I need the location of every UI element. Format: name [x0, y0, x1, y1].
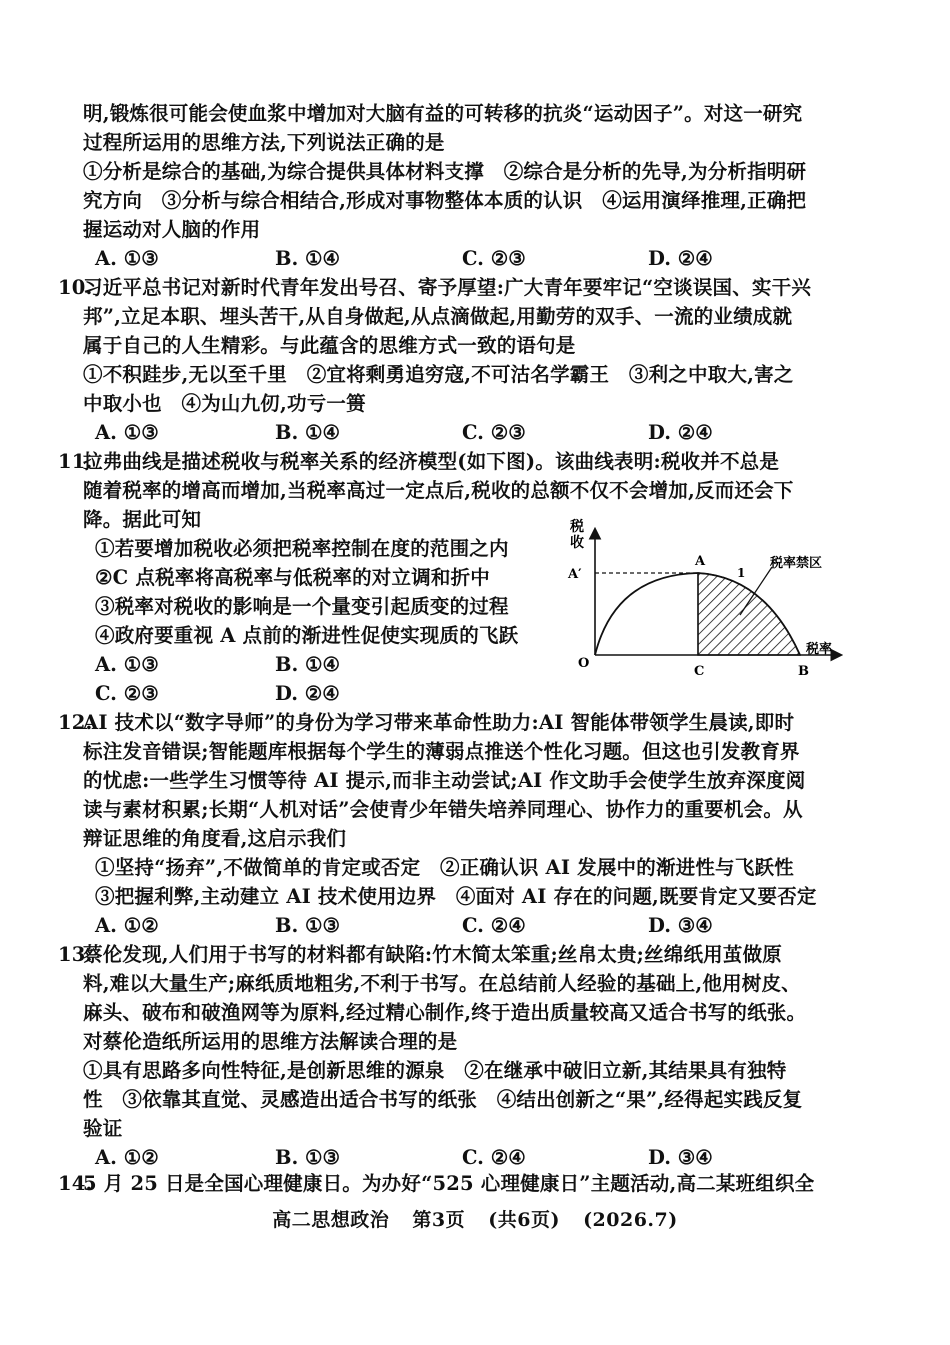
option-c[interactable]: C. ②④ [462, 914, 526, 937]
q9-line-2: 过程所运用的思维方法,下列说法正确的是 [83, 131, 445, 154]
q14-line-1: 5 月 25 日是全国心理健康日。为办好“525 心理健康日”主题活动,高二某班组织全 [83, 1172, 815, 1195]
option-b[interactable]: B. ①④ [275, 247, 341, 270]
option-a[interactable]: A. ①③ [95, 653, 159, 676]
q12-line-3: 的忧虑:一些学生习惯等待 AI 提示,而非主动尝试;AI 作文助手会使学生放弃深度阅 [83, 769, 806, 792]
option-a[interactable]: A. ①③ [95, 421, 159, 444]
laffer-curve-figure [560, 515, 850, 685]
option-b[interactable]: B. ①④ [275, 421, 341, 444]
q11-statement-3: ③税率对税收的影响是一个量变引起质变的过程 [95, 595, 509, 618]
q10-line-3: 属于自己的人生精彩。与此蕴含的思维方式一致的语句是 [83, 334, 576, 357]
option-b[interactable]: B. ①③ [275, 914, 341, 937]
q11-line-2: 随着税率的增高而增加,当税率高过一定点后,税收的总额不仅不会增加,反而还会下 [83, 479, 794, 502]
q13-line-2: 料,难以大量生产;麻纸质地粗劣,不利于书写。在总结前人经验的基础上,他用树皮、 [83, 972, 801, 995]
q10-line-4: ①不积跬步,无以至千里 ②宜将剩勇追穷寇,不可沽名学霸王 ③利之中取大,害之 [83, 363, 794, 386]
option-c[interactable]: C. ②③ [95, 682, 159, 705]
curve-marker-label: 1 [737, 566, 746, 580]
forbidden-zone [698, 573, 800, 655]
option-a[interactable]: A. ①③ [95, 247, 159, 270]
q9-line-3: ①分析是综合的基础,为综合提供具体材料支撑 ②综合是分析的先导,为分析指明研 [83, 160, 807, 183]
q9-line-5: 握运动对人脑的作用 [83, 218, 261, 241]
q9-line-4: 究方向 ③分析与综合相结合,形成对事物整体本质的认识 ④运用演绎推理,正确把 [83, 189, 807, 212]
y-axis-label-2: 收 [570, 535, 584, 551]
footer-date: (2026.7) [583, 1209, 678, 1231]
q14-number: 14. [58, 1172, 93, 1195]
option-a[interactable]: A. ①② [95, 1146, 159, 1169]
q11-statement-4: ④政府要重视 A 点前的渐进性促使实现质的飞跃 [95, 624, 519, 647]
x-axis-label: 税率 [806, 642, 833, 657]
q11-line-3: 降。据此可知 [83, 508, 202, 531]
q12-line-6: ①坚持“扬弃”,不做简单的肯定或否定 ②正确认识 AI 发展中的渐进性与飞跃性 [95, 856, 794, 879]
option-d[interactable]: D. ②④ [648, 421, 713, 444]
option-d[interactable]: D. ②④ [275, 682, 340, 705]
q13-line-7: 验证 [83, 1117, 123, 1140]
zone-label: 税率禁区 [770, 556, 823, 571]
option-d[interactable]: D. ②④ [648, 247, 713, 270]
point-c-label: C [694, 664, 705, 679]
q13-line-1: 蔡伦发现,人们用于书写的材料都有缺陷:竹木简太笨重;丝帛太贵;丝绵纸用茧做原 [83, 943, 782, 966]
q13-number: 13. [58, 943, 93, 966]
q13-line-4: 对蔡伦造纸所运用的思维方法解读合理的是 [83, 1030, 458, 1053]
q13-line-6: 性 ③依靠其直觉、灵感造出适合书写的纸张 ④结出创新之“果”,经得起实践反复 [83, 1088, 803, 1111]
page-footer [0, 1205, 950, 1232]
q11-statement-1: ①若要增加税收必须把税率控制在度的范围之内 [95, 537, 509, 560]
q10-line-1: 习近平总书记对新时代青年发出号召、寄予厚望:广大青年要牢记“空谈误国、实干兴 [83, 276, 812, 299]
option-c[interactable]: C. ②④ [462, 1146, 526, 1169]
q10-number: 10. [58, 276, 93, 299]
q12-line-5: 辩证思维的角度看,这启示我们 [83, 827, 347, 850]
q12-number: 12. [58, 711, 93, 734]
point-a-prime-label: A′ [568, 567, 582, 582]
q13-line-5: ①具有思路多向性特征,是创新思维的源泉 ②在继承中破旧立新,其结果具有独特 [83, 1059, 787, 1082]
q12-line-7: ③把握利弊,主动建立 AI 技术使用边界 ④面对 AI 存在的问题,既要肯定又要否定 [95, 885, 817, 908]
option-d[interactable]: D. ③④ [648, 914, 713, 937]
q10-line-5: 中取小也 ④为山九仞,功亏一篑 [83, 392, 366, 415]
option-a[interactable]: A. ①② [95, 914, 159, 937]
point-b-label: B [798, 664, 809, 679]
q10-line-2: 邦”,立足本职、埋头苦干,从自身做起,从点滴做起,用勤劳的双手、一流的业绩成就 [83, 305, 793, 328]
option-b[interactable]: B. ①④ [275, 653, 341, 676]
option-b[interactable]: B. ①③ [275, 1146, 341, 1169]
y-axis-label-1: 税 [570, 519, 584, 535]
q12-line-2: 标注发音错误;智能题库根据每个学生的薄弱点推送个性化习题。但这也引发教育界 [83, 740, 800, 763]
point-a-label: A [695, 554, 706, 569]
q9-line-1: 明,锻炼很可能会使血浆中增加对大脑有益的可转移的抗炎“运动因子”。对这一研究 [83, 102, 803, 125]
q11-line-1: 拉弗曲线是描述税收与税率关系的经济模型(如下图)。该曲线表明:税收并不总是 [83, 450, 780, 473]
footer-page: 第3页 [412, 1209, 466, 1231]
footer-total: (共6页) [488, 1209, 560, 1231]
q11-statement-2: ②C 点税率将高税率与低税率的对立调和折中 [95, 566, 490, 589]
q13-line-3: 麻头、破布和破渔网等为原料,经过精心制作,终于造出质量较高又适合书写的纸张。 [83, 1001, 807, 1024]
option-c[interactable]: C. ②③ [462, 421, 526, 444]
q11-number: 11. [58, 450, 93, 473]
q12-line-1: AI 技术以“数字导师”的身份为学习带来革命性助力:AI 智能体带领学生晨读,即时 [83, 711, 795, 734]
footer-subject: 高二思想政治 [272, 1209, 390, 1231]
origin-label: O [578, 656, 590, 671]
q12-line-4: 读与素材积累;长期“人机对话”会使青少年错失培养同理心、协作力的重要机会。从 [83, 798, 803, 821]
option-c[interactable]: C. ②③ [462, 247, 526, 270]
option-d[interactable]: D. ③④ [648, 1146, 713, 1169]
